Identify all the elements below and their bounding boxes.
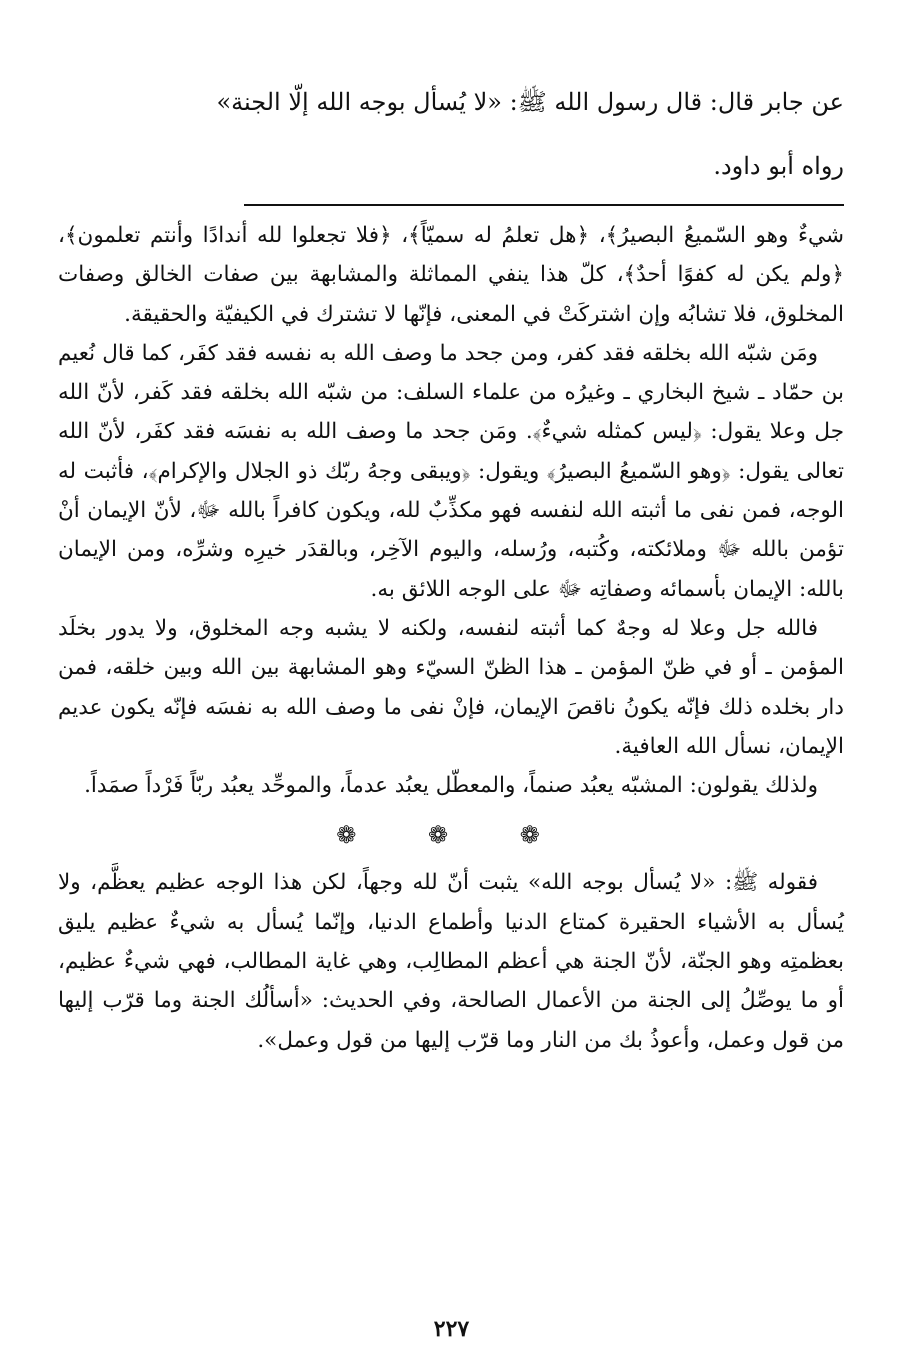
- hadith-line-2: رواه أبو داود.: [713, 152, 844, 180]
- section-divider: [244, 204, 844, 206]
- paragraph-1: شيءٌ وهو السّميعُ البصيرُ﴾، ﴿هل تعلمُ له سميّاً﴾، ﴿فلا تجعلوا لله أندادًا وأنتم تعلمون﴾، ﴿ولم يكن له كفوًا أحدٌ﴾، كلّ هذا ينفي المماثلة والمشابهة بين صفات الخالق وصفات المخلوق، فلا تشابُه وإن اشتركَتْ في المعنى، فإنّها لا تشترك في الكيفيّة والحقيقة.: [58, 223, 844, 327]
- page-content: [58, 70, 844, 1060]
- footnote-hadith: [58, 70, 844, 198]
- paragraph-5: فقوله ﷺ: «لا يُسأل بوجه الله» يثبت أنّ لله وجهاً، لكن هذا الوجه عظيم يعظَّم، ولا يُسأل به الأشياء الحقيرة كمتاع الدنيا وأطماع الدنيا، وإنّما يُسأل به شيءٌ عظيم يليق بعظمتِه وهو الجنّة، لأنّ الجنة هي أعظم المطالِب، وهي غاية المطالب، فهي شيءٌ عظيم، أو ما يوصِّلُ إلى الجنة من الأعمال الصالحة، وفي الحديث: «أسألُك الجنة وما قرّب إليها من قول وعمل، وأعوذُ بك من النار وما قرّب إليها من قول وعمل».: [58, 870, 844, 1053]
- ornament-star-icon: ❁: [519, 821, 566, 850]
- paragraph-4: ولذلك يقولون: المشبّه يعبُد صنماً، والمعطّل يعبُد عدماً، والموحِّد يعبُد ربّاً فَرْداً صمَداً.: [84, 773, 818, 799]
- hadith-line-1: عن جابر قال: قال رسول الله ﷺ: «لا يُسأل بوجه الله إلّا الجنة»: [216, 88, 844, 116]
- ornament-separator: [58, 811, 844, 859]
- paragraph-3: فالله جل وعلا له وجهٌ كما أثبته لنفسه، ولكنه لا يشبه وجه المخلوق، ولا يدور بخلَد المؤمن ـ أو في ظنّ المؤمن ـ هذا الظنّ السيّء وهو المشابهة بين الله وبين خلقه، فمن دار بخلده ذلك فإنّه يكونُ ناقصَ الإيمان، فإنْ نفى ما وصف الله به نفسَه فإنّه يكون عديم الإيمان، نسأل الله العافية.: [58, 615, 844, 759]
- page-number: ٢٢٧: [433, 1316, 470, 1342]
- main-text: [58, 216, 844, 1060]
- ornament-star-icon: ❁: [427, 821, 475, 850]
- paragraph-2: ومَن شبّه الله بخلقه فقد كفر، ومن جحد ما وصف الله به نفسه فقد كفَر، كما قال نُعيم بن حمّاد ـ شيخ البخاري ـ وغيرُه من علماء السلف: من شبّه الله بخلقه فقد كَفر، لأنّ الله جل وعلا يقول: ﴿ليس كمثله شيءٌ﴾. ومَن جحد ما وصف الله به نفسَه فقد كفَر، لأنّ الله تعالى يقول: ﴿وهو السّميعُ البصيرُ﴾ ويقول: ﴿ويبقى وجهُ ربّك ذو الجلال والإكرام﴾، فأثبت له الوجه، فمن نفى ما أثبته الله لنفسه فهو مكذِّبٌ لله، ويكون كافراً بالله ﷻ، لأنّ الإيمان أنْ تؤمن بالله ﷻ وملائكته، وكُتبه، ورُسله، واليوم الآخِر، وبالقدَر خيرِه وشرِّه، ومن الإيمان بالله: الإيمان بأسمائه وصفاتِه ﷻ على الوجه اللائق به.: [58, 340, 844, 602]
- ornament-star-icon: ❁: [336, 821, 383, 850]
